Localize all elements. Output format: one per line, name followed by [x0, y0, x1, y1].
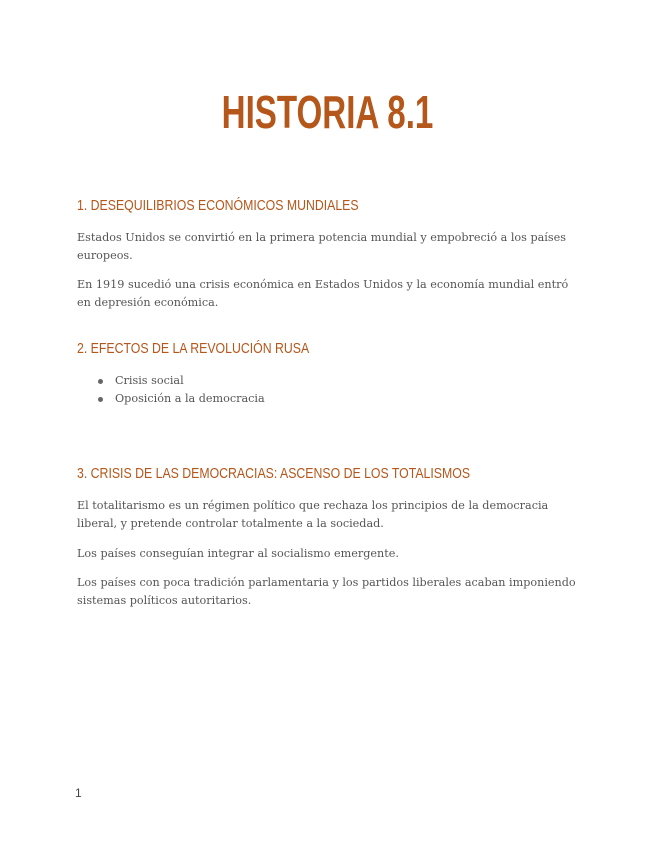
section-3-paragraph-3: Los países con poca tradición parlamentaria y los partidos liberales acaban imponiendo sistemas políticos autoritarios. [77, 576, 576, 607]
section-2-bullet-list [77, 372, 265, 408]
list-item-text: Oposición a la democracia [115, 392, 265, 405]
section-3-paragraph-2: Los países conseguían integrar al socialismo emergente. [77, 547, 399, 560]
section-heading-2: 2. EFECTOS DE LA REVOLUCIÓN RUSA [77, 340, 310, 357]
section-heading-1: 1. DESEQUILIBRIOS ECONÓMICOS MUNDIALES [77, 197, 359, 214]
page-number: 1 [75, 786, 82, 800]
section-1-paragraph-2: En 1919 sucedió una crisis económica en Estados Unidos y la economía mundial entró en depresión económica. [77, 278, 569, 309]
bullet-icon [98, 397, 103, 402]
section-1-paragraph-1: Estados Unidos se convirtió en la primera potencia mundial y empobreció a los países europeos. [77, 231, 566, 262]
list-item-text: Crisis social [115, 374, 184, 387]
list-item [77, 390, 265, 408]
section-heading-3: 3. CRISIS DE LAS DEMOCRACIAS: ASCENSO DE LOS TOTALISMOS [77, 465, 471, 482]
document-title: HISTORIA 8.1 [221, 86, 434, 138]
section-3-paragraph-1: El totalitarismo es un régimen político que rechaza los principios de la democracia liberal, y pretende controlar totalmente a la sociedad. [77, 499, 549, 530]
list-item [77, 372, 265, 390]
bullet-icon [98, 379, 103, 384]
